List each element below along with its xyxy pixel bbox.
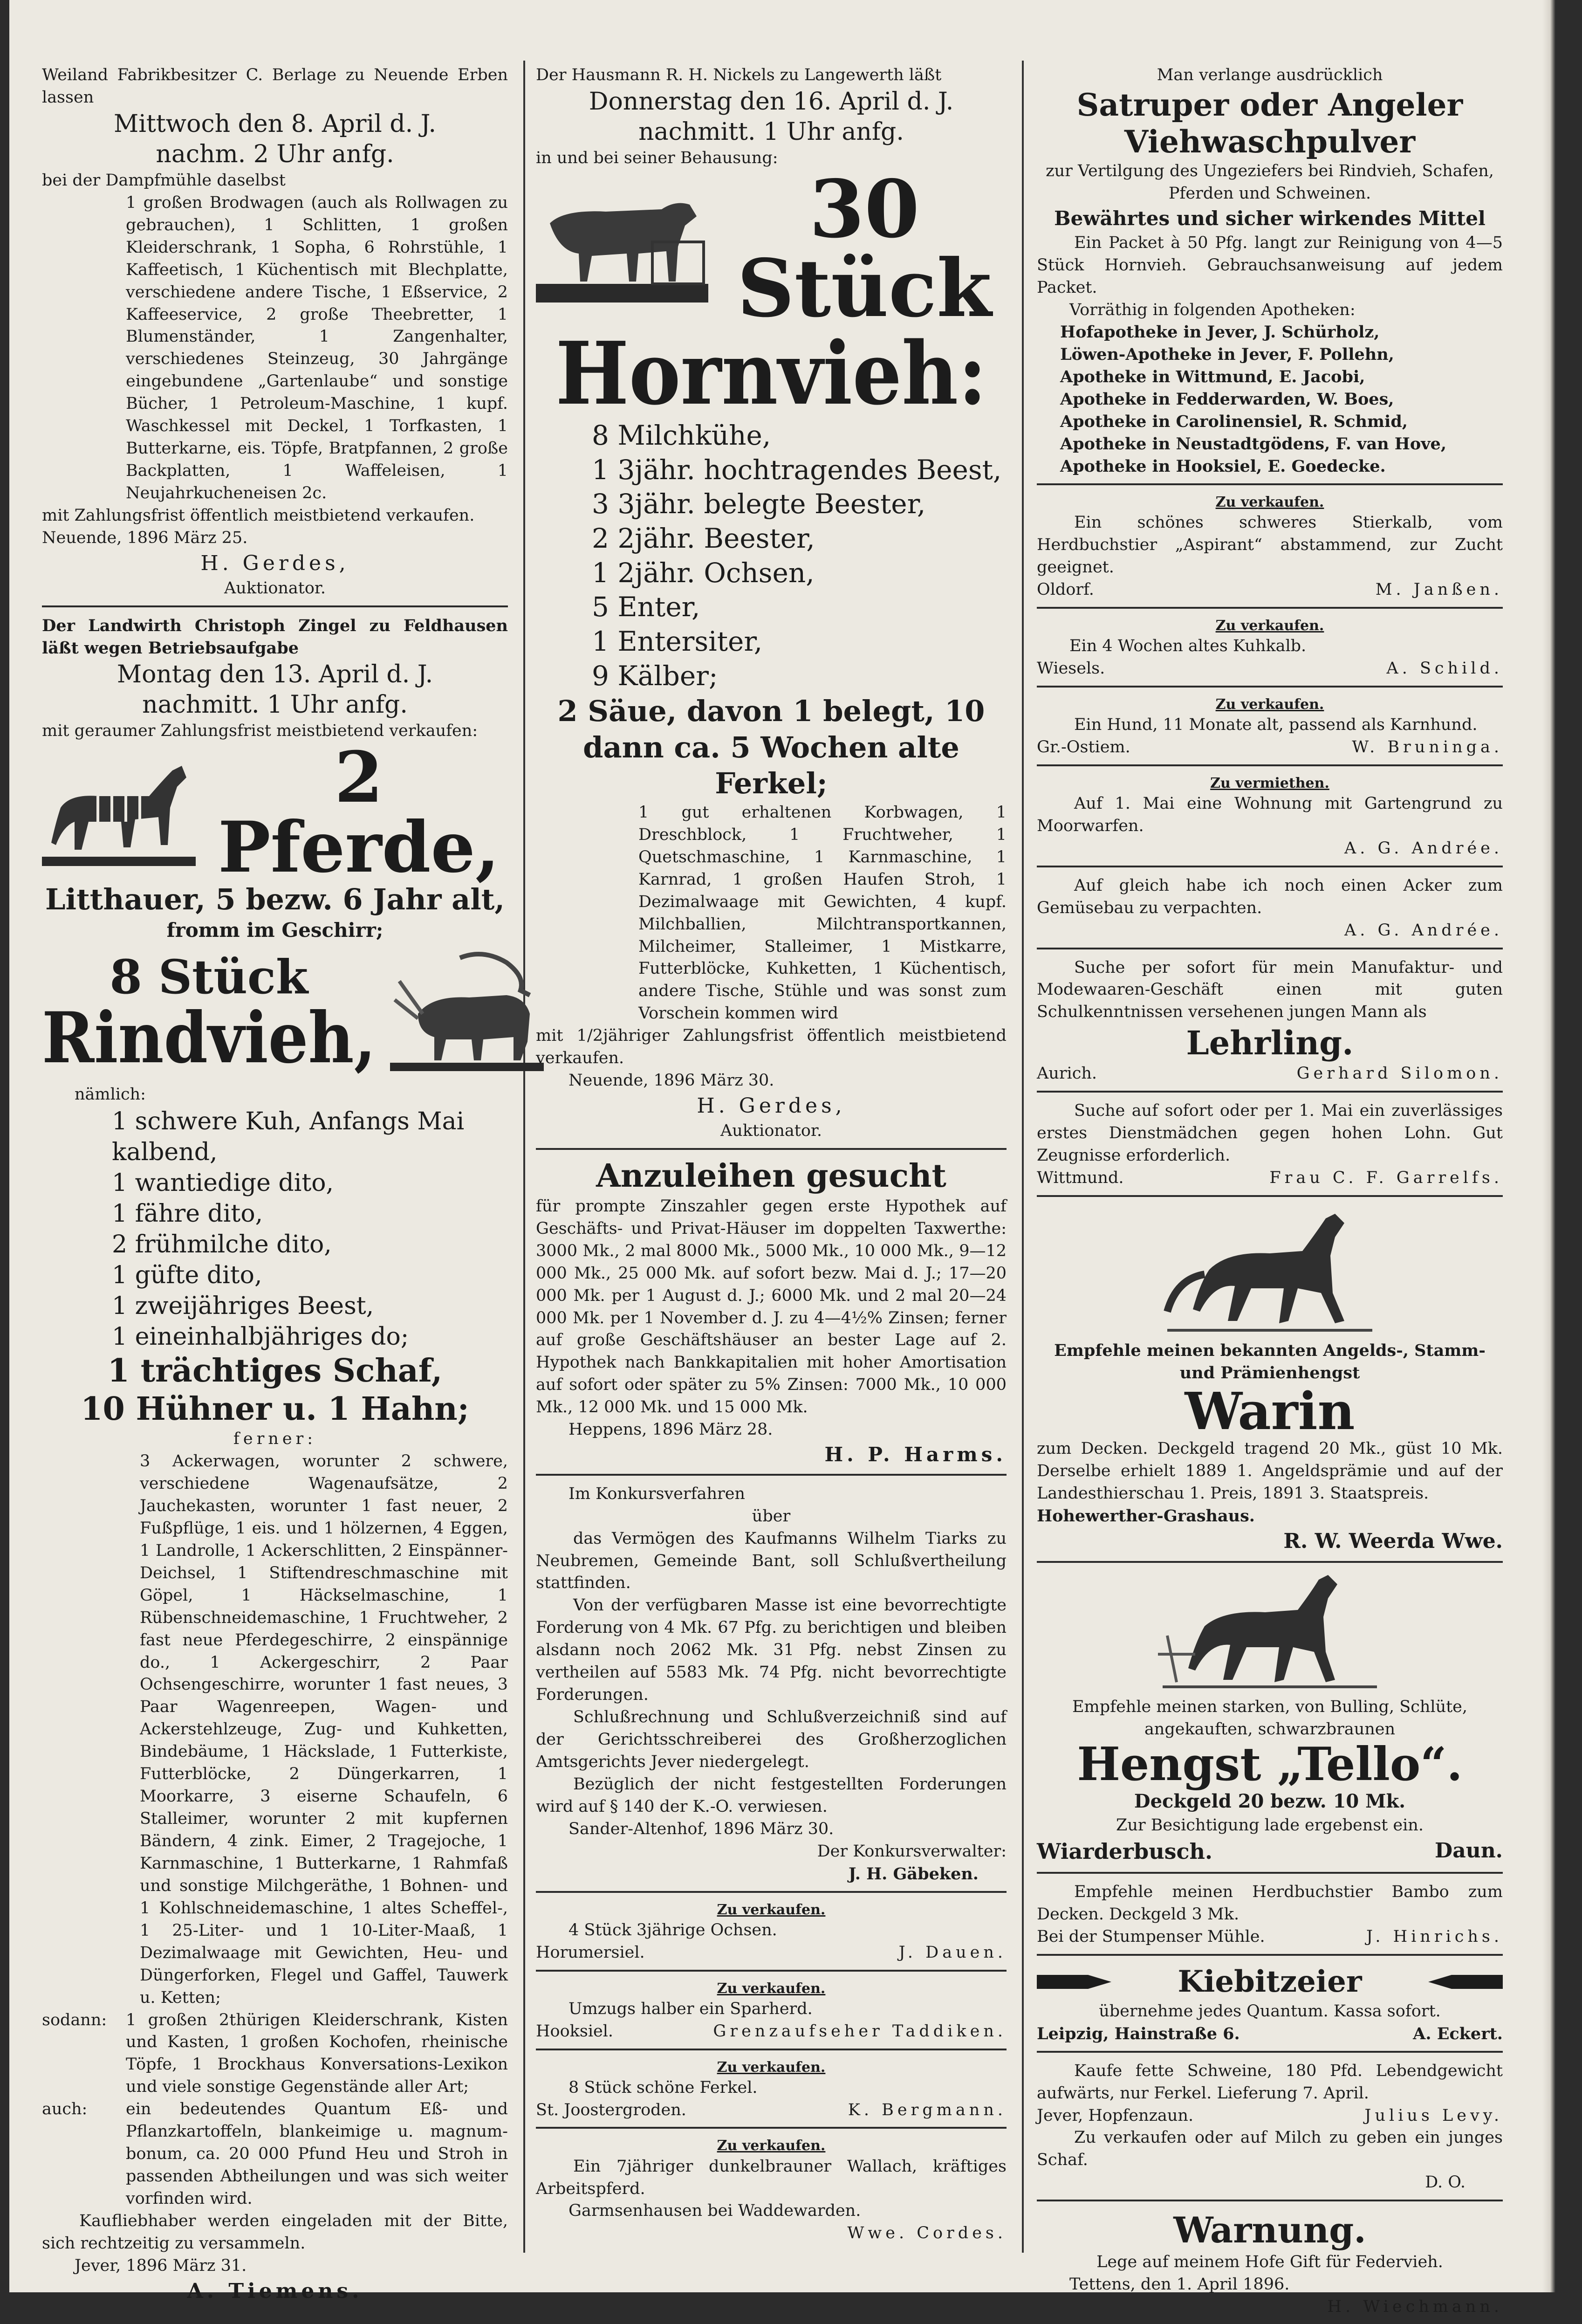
sale-dog bbox=[1037, 691, 1503, 766]
place: Leipzig, Hainstraße 6. bbox=[1037, 2024, 1240, 2043]
sheep-text: Zu verkaufen oder auf Milch zu geben ein junges Schaf. bbox=[1037, 2128, 1503, 2170]
column-divider bbox=[1022, 61, 1024, 2253]
list-item: 1 zweijähriges Beest, bbox=[112, 1292, 374, 1320]
buy-pigs bbox=[1037, 2056, 1503, 2202]
ad-intro: Der Hausmann R. H. Nickels zu Langewerth läßt bbox=[536, 66, 942, 84]
ad-signature bbox=[1037, 658, 1503, 680]
loan-text: für prompte Zinszahler gegen erste Hypothek auf Geschäfts- und Privat-Häuser im doppelten Taxwerthe: 3000 Mk., 2 mal 8000 Mk., 5000 Mk., 10 000 Mk., 9—12 000 Mk., 25 000 Mk. auf sofort bezw. Mai d. J.; 17—20 000 Mk. per 1 August d. J.; 6000 Mk. und 2 mal 20—24 000 Mk. per 1 November d. J. zu 4—4½% Zinsen; ferner auf große Geschäftshäuser an bester Lage auf 2. Hypothek nach Bankkapitalien mit hoher Amortisation auf sofort oder später zu 5% Zinsen: 7000 Mk., 10 000 Mk., 12 000 Mk. und 15 000 Mk. bbox=[536, 1196, 1007, 1417]
list-item: 8 Milchkühe, bbox=[592, 419, 771, 452]
cattle-row bbox=[42, 944, 508, 1084]
bankruptcy-notice bbox=[536, 1479, 1007, 1893]
stallion-warin bbox=[1037, 1201, 1503, 1563]
place: Jever, Hopfenzaun. bbox=[1037, 2106, 1194, 2125]
dateline: Neuende, 1896 März 30. bbox=[568, 1071, 774, 1090]
list-item: 1 güfte dito, bbox=[112, 1261, 262, 1289]
ad-title: Zu verkaufen. bbox=[1215, 494, 1324, 511]
notice-line: über bbox=[752, 1506, 791, 1526]
list-item: 1 3jähr. hochtragendes Beest, bbox=[592, 454, 1002, 486]
name: Grenzaufseher Taddiken. bbox=[713, 2021, 1007, 2041]
namely: nämlich: bbox=[75, 1085, 146, 1104]
sodann-text: 1 großen 2thürigen Kleiderschrank, Kisten und Kasten, 1 großen Kochofen, rheinische Töpfe, 1 Brockhaus Konversations-Lexikon und viele sonstige Gegenstände aller Art; bbox=[126, 2010, 508, 2097]
list-item: 1 2jähr. Ochsen, bbox=[592, 557, 815, 589]
ad-signature bbox=[536, 1942, 1007, 1964]
name: R. W. Weerda Wwe. bbox=[1283, 1529, 1503, 1554]
ad-title: Zu verkaufen. bbox=[717, 1980, 826, 1997]
sale-calf bbox=[1037, 612, 1503, 688]
dateline: Neuende, 1896 März 25. bbox=[42, 528, 248, 547]
rent-apartment bbox=[1037, 770, 1503, 867]
name: J. Hinrichs. bbox=[1366, 1927, 1503, 1946]
column-right bbox=[1037, 61, 1503, 2317]
closing: Kaufliebhaber werden eingeladen mit der Bitte, sich rechtzeitig zu versammeln. bbox=[42, 2211, 508, 2253]
ad-text: Umzugs halber ein Sparherd. bbox=[568, 1999, 813, 2018]
signer: J. H. Gäbeken. bbox=[848, 1864, 979, 1884]
place: Bei der Stumpenser Mühle. bbox=[1037, 1927, 1265, 1946]
horses-description: Litthauer, 5 bezw. 6 Jahr alt, bbox=[45, 882, 505, 916]
list-item: Apotheke in Hooksiel, E. Goedecke. bbox=[1060, 457, 1386, 476]
list-item: Apotheke in Neustadtgödens, F. van Hove, bbox=[1060, 434, 1447, 454]
horses-note: fromm im Geschirr; bbox=[166, 919, 384, 942]
place: Oldorf. bbox=[1037, 580, 1094, 599]
powder-headline: Satruper oder Angeler Viehwaschpulver bbox=[1076, 86, 1463, 160]
notice-paragraph: das Vermögen des Kaufmanns Wilhelm Tiarks zu Neubremen, Gemeinde Bant, soll Schlußvertheilung stattfinden. bbox=[536, 1529, 1007, 1593]
ad-signature bbox=[1037, 1926, 1503, 1948]
terms: mit 1/2jähriger Zahlungsfrist öffentlich meistbietend verkaufen. bbox=[536, 1026, 1007, 1068]
list-item: 1 wantiedige dito, bbox=[112, 1169, 334, 1197]
list-item: 1 eineinhalbjähriges do; bbox=[112, 1322, 409, 1351]
ad-text: 8 Stück schöne Ferkel. bbox=[568, 2078, 758, 2097]
place: Hooksiel. bbox=[536, 2021, 614, 2041]
signer: H. Gerdes, bbox=[697, 1094, 846, 1118]
further-label: ferner: bbox=[233, 1430, 317, 1449]
ad-text: Suche auf sofort oder per 1. Mai ein zuverlässiges erstes Dienstmädchen gegen hohen Lohn. Gut Zeugnisse erforderlich. bbox=[1037, 1101, 1503, 1165]
stallion-fee: Deckgeld 20 bezw. 10 Mk. bbox=[1134, 1790, 1406, 1813]
column-middle bbox=[536, 61, 1007, 2260]
sale-stove bbox=[536, 1975, 1007, 2050]
signer-role: Auktionator. bbox=[224, 579, 326, 598]
auction-place: bei der Dampfmühle daselbst bbox=[42, 171, 286, 190]
cow-illustration-icon bbox=[536, 191, 708, 307]
column-divider bbox=[523, 61, 525, 2253]
terms: mit Zahlungsfrist öffentlich meistbietend verkaufen. bbox=[42, 506, 475, 525]
name: Gerhard Silomon. bbox=[1296, 1064, 1503, 1083]
sale-oxen bbox=[536, 1897, 1007, 1972]
ad-signature bbox=[1037, 1167, 1503, 1190]
list-item: 2 frühmilche dito, bbox=[112, 1230, 332, 1258]
ad-title: Zu verkaufen. bbox=[1215, 696, 1324, 713]
auction-berlage bbox=[42, 61, 508, 607]
ad-text: 4 Stück 3jährige Ochsen. bbox=[568, 1920, 777, 1939]
dateline: Sander-Altenhof, 1896 März 30. bbox=[568, 1819, 834, 1838]
place: Horumersiel. bbox=[536, 1943, 645, 1962]
place: Aurich. bbox=[1037, 1064, 1097, 1083]
cattle-list bbox=[42, 1106, 508, 1352]
place: Hohewerther-Grashaus. bbox=[1037, 1506, 1255, 1526]
stallion-headline: Hengst „Tello“. bbox=[1077, 1738, 1463, 1792]
ad-signature bbox=[1037, 2105, 1503, 2127]
pointing-hand-icon bbox=[1037, 1970, 1111, 1994]
auction-time: nachmitt. 1 Uhr anfg. bbox=[142, 690, 408, 719]
name: W. Bruninga. bbox=[1352, 737, 1503, 756]
name: A. Schild. bbox=[1386, 659, 1503, 678]
ad-text: Kaufe fette Schweine, 180 Pfd. Lebendgewicht aufwärts, nur Ferkel. Lieferung 7. April. bbox=[1037, 2061, 1503, 2103]
list-item: 3 3jähr. belegte Beester, bbox=[592, 488, 926, 520]
ad-topline: Man verlange ausdrücklich bbox=[1157, 66, 1383, 84]
book-spine-shadow bbox=[1542, 0, 1555, 2292]
auction-zingel bbox=[42, 611, 508, 2311]
notice-paragraph: Schlußrechnung und Schlußverzeichniß sind auf der Gerichtsschreiberei des Großherzoglichen Amtsgerichts Jever niedergelegt. bbox=[536, 1708, 1007, 1771]
dateline: Jever, 1896 März 31. bbox=[75, 2256, 247, 2275]
powder-description: zur Vertilgung des Ungeziefers bei Rindvieh, Schafen, Pferden und Schweinen. bbox=[1046, 162, 1494, 203]
list-item: Apotheke in Fedderwarden, W. Boes, bbox=[1060, 390, 1394, 409]
signer: A. Tiemens. bbox=[187, 2279, 363, 2303]
hornvieh-headline: Hornvieh: bbox=[555, 322, 987, 424]
horse-cut-row bbox=[42, 736, 508, 888]
place: Garmsenhausen bei Waddewarden. bbox=[568, 2201, 861, 2221]
notice-paragraph: Von der verfügbaren Masse ist eine bevorrechtigte Forderung von 4 Mk. 67 Pfg. zu berichtigen und bleiben alsdann noch 2062 Mk. 31 Pfg. nebst Zinsen zu vertheilen auf 5583 Mk. 74 Pfg. nicht bevorrechtigte Forderungen. bbox=[536, 1596, 1007, 1705]
cow-cut-row bbox=[536, 162, 1007, 335]
sale-piglets bbox=[536, 2054, 1007, 2129]
list-item: 1 Entersiter, bbox=[592, 626, 763, 658]
ad-title: Zu verkaufen. bbox=[717, 2138, 826, 2154]
list-item: Apotheke in Carolinensiel, R. Schmid, bbox=[1060, 412, 1408, 432]
cattle-headline: Rindvieh, bbox=[42, 997, 376, 1079]
apprentice-wanted bbox=[1037, 953, 1503, 1093]
place: Wittmund. bbox=[1037, 1169, 1124, 1188]
sodann-label: sodann: bbox=[42, 2010, 107, 2029]
hens-headline: 10 Hühner u. 1 Hahn; bbox=[81, 1390, 469, 1428]
warning-headline: Warnung. bbox=[1173, 2209, 1366, 2251]
auction-date: Mittwoch den 8. April d. J. bbox=[113, 110, 437, 138]
signer: H. Gerdes, bbox=[200, 551, 349, 575]
pigs-headline: 2 Säue, davon 1 belegt, 10 dann ca. 5 Wochen alte Ferkel; bbox=[557, 694, 985, 801]
sodann-row bbox=[42, 2009, 508, 2099]
notice-line: Im Konkursverfahren bbox=[568, 1484, 745, 1503]
name: M. Janßen. bbox=[1375, 580, 1503, 599]
horse-illustration-icon bbox=[1037, 1570, 1503, 1696]
ad-intro: Weiland Fabrikbesitzer C. Berlage zu Neuende Erben lassen bbox=[42, 66, 508, 107]
count-headline: 30 Stück bbox=[737, 162, 992, 335]
loan-harms bbox=[536, 1154, 1007, 1475]
ad-title: Zu verkaufen. bbox=[717, 1901, 826, 1918]
stallion-headline: Warin bbox=[1185, 1381, 1355, 1441]
signer-role: Der Konkursverwalter: bbox=[817, 1842, 1007, 1861]
list-item: Hofapotheke in Jever, J. Schürholz, bbox=[1060, 323, 1380, 342]
ad-title: Zu verkaufen. bbox=[717, 2059, 826, 2076]
ad-signature bbox=[1037, 579, 1503, 601]
sale-gelding bbox=[536, 2132, 1007, 2250]
livestock-list bbox=[536, 419, 1007, 693]
maid-wanted bbox=[1037, 1096, 1503, 1197]
place: St. Joostergroden. bbox=[536, 2100, 686, 2119]
column-left bbox=[42, 61, 508, 2303]
notice-paragraph: Bezüglich der nicht festgestellten Forderungen wird auf § 140 der K.-O. verwiesen. bbox=[536, 1774, 1007, 1816]
horses-headline: 2 Pferde, bbox=[218, 736, 500, 888]
list-item: 5 Enter, bbox=[592, 591, 700, 623]
ad-title: Zu vermiethen. bbox=[1210, 775, 1329, 791]
terms: mit geraumer Zahlungsfrist meistbietend verkaufen: bbox=[42, 721, 478, 740]
ad-intro: Der Landwirth Christoph Zingel zu Feldhausen läßt wegen Betriebsaufgabe bbox=[42, 616, 508, 658]
auch-row bbox=[42, 2098, 508, 2210]
ad-signature bbox=[1037, 2023, 1503, 2045]
place: Wiarderbusch. bbox=[1037, 1838, 1213, 1864]
list-item: 2 2jähr. Beester, bbox=[592, 523, 815, 555]
list-item: 1 schwere Kuh, Anfangs Mai kalbend, bbox=[112, 1107, 465, 1166]
lapwing-eggs bbox=[1037, 1960, 1503, 2053]
powder-ad bbox=[1037, 61, 1503, 485]
further-items: 3 Ackerwagen, worunter 2 schwere, verschiedene Wagenaufsätze, 2 Jauchekasten, worunter 1 fast neuer, 2 Fußpflüge, 1 eis. und 1 hölzernen, 4 Eggen, 1 Landrolle, 1 Ackerschlitten, 2 Einspänner-Deichsel, 1 Stiftendreschmaschine mit Göpel, 1 Häckselmaschine, 1 Rübenschneidemaschine, 1 Fruchtweher, 2 fast neue Pferdegeschirre, 2 einspännige do., 1 Ackergeschirr, 2 Paar Ochsengeschirre, worunter 1 fast neues, 3 Paar Wagenreepen, Wagen- und Ackerstehlzeuge, Zug- und Kuhketten, Bindebäume, 1 Häckslade, 1 Futterkiste, Futterblöcke, 2 Düngerkarren, 1 Moorkarre, 3 eiserne Schaufeln, 6 Stalleimer, worunter 2 mit kupfernen Bändern, 4 zink. Eimer, 2 Tragejoche, 1 Karnmaschine, 1 Butterkarne, 1 Rahmfaß und sonstige Milchgeräthe, 1 Bohnen- und 1 Kohlschneidemaschine, 1 altes Scheffel-, 1 25-Liter- und 1 10-Liter-Maaß, 1 Dezimalwaage mit Gewichten, Heu- und Düngerforken, Flegel und Gaffel, Tauwerk u. Ketten; bbox=[140, 1452, 508, 2007]
auch-label: auch: bbox=[42, 2100, 88, 2119]
name: H. Wiechmann. bbox=[1327, 2297, 1503, 2317]
name: Julius Levy. bbox=[1364, 2106, 1503, 2125]
loan-headline: Anzuleihen gesucht bbox=[596, 1157, 946, 1195]
apprentice-headline: Lehrling. bbox=[1186, 1024, 1354, 1063]
sheep-headline: 1 trächtiges Schaf, bbox=[107, 1352, 443, 1389]
warning-text: Lege auf meinem Hofe Gift für Federvieh. bbox=[1096, 2253, 1443, 2272]
stallion-intro: Empfehle meinen starken, von Bulling, Schlüte, angekauften, schwarzbraunen bbox=[1072, 1698, 1468, 1739]
ad-signature bbox=[536, 2099, 1007, 2122]
dateline: Heppens, 1896 März 28. bbox=[568, 1420, 773, 1439]
cattle-count: 8 Stück bbox=[110, 949, 308, 1004]
place: Gr.-Ostiem. bbox=[1037, 737, 1130, 756]
ad-signature bbox=[1037, 736, 1503, 759]
name: A. G. Andrée. bbox=[1344, 839, 1503, 858]
auction-date: Montag den 13. April d. J. bbox=[116, 660, 433, 688]
ad-text: Ein schönes schweres Stierkalb, vom Herdbuchstier „Aspirant“ abstammend, zur Zucht geeignet. bbox=[1037, 513, 1503, 577]
ad-title: Zu verkaufen. bbox=[1215, 617, 1324, 634]
lease-field bbox=[1037, 871, 1503, 949]
lapwing-headline: Kiebitzeier bbox=[1178, 1964, 1362, 1999]
list-item: 9 Kälber; bbox=[592, 660, 718, 692]
auction-time: nachmitt. 1 Uhr anfg. bbox=[638, 117, 904, 146]
stock-label: Vorräthig in folgenden Apotheken: bbox=[1069, 300, 1356, 319]
cattle-illustration-icon bbox=[390, 944, 544, 1084]
name: A. G. Andrée. bbox=[1344, 921, 1503, 940]
ad-signature bbox=[536, 2021, 1007, 2043]
newspaper-page bbox=[9, 0, 1555, 2317]
place: Wiesels. bbox=[1037, 659, 1105, 678]
auction-nickels bbox=[536, 61, 1007, 1150]
pointing-hand-icon bbox=[1428, 1970, 1503, 1994]
ad-text: übernehme jedes Quantum. Kassa sofort. bbox=[1099, 2001, 1441, 2021]
ad-signature bbox=[1037, 1837, 1503, 1866]
horse-illustration-icon bbox=[42, 752, 196, 873]
dateline: Tettens, den 1. April 1896. bbox=[1069, 2275, 1290, 2294]
auch-text: ein bedeutendes Quantum Eß- und Pflanzkartoffeln, blankeimige u. magnum-bonum, ca. 20 000 Pfund Heu und Stroh in passenden Abtheilungen und was sich weiter vorfinden wird. bbox=[126, 2100, 508, 2208]
list-item: 1 fähre dito, bbox=[112, 1199, 263, 1228]
signer-role: Auktionator. bbox=[720, 1121, 822, 1141]
signer: H. P. Harms. bbox=[824, 1443, 1007, 1466]
lapwing-headline-row bbox=[1037, 1963, 1503, 2001]
list-item: Apotheke in Wittmund, E. Jacobi, bbox=[1060, 367, 1365, 387]
warning-notice bbox=[1037, 2205, 1503, 2324]
name: Frau C. F. Garrelfs. bbox=[1269, 1169, 1503, 1188]
stallion-invite: Zur Besichtigung lade ergebenst ein. bbox=[1116, 1815, 1424, 1835]
stallion-intro: Empfehle meinen bekannten Angelds-, Stamm- und Prämienhengst bbox=[1054, 1341, 1486, 1382]
ad-text: Ein Hund, 11 Monate alt, passend als Karnhund. bbox=[1074, 715, 1478, 734]
bull-bambo bbox=[1037, 1877, 1503, 1956]
ad-text: Empfehle meinen Herdbuchstier Bambo zum Decken. Deckgeld 3 Mk. bbox=[1037, 1882, 1503, 1924]
name: Wwe. Cordes. bbox=[847, 2224, 1007, 2243]
stallion-tello bbox=[1037, 1567, 1503, 1874]
name: D. O. bbox=[1425, 2173, 1466, 2192]
powder-slogan: Bewährtes und sicher wirkendes Mittel bbox=[1054, 207, 1486, 230]
stallion-text: zum Decken. Deckgeld tragend 20 Mk., güst 10 Mk. Derselbe erhielt 1889 1. Angeldsprämie und auf der Landesthierschau 1. Preis, 1891 3. Staatspreis. bbox=[1037, 1439, 1503, 1503]
pharmacy-list bbox=[1037, 321, 1503, 478]
ad-text: Auf gleich habe ich noch einen Acker zum Gemüsebau zu verpachten. bbox=[1037, 876, 1503, 917]
auction-time: nachm. 2 Uhr anfg. bbox=[156, 140, 394, 168]
item-list: 1 gut erhaltenen Korbwagen, 1 Dreschblock, 1 Fruchtweher, 1 Quetschmaschine, 1 Karnmaschine, 1 Karnrad, 1 großen Haufen Stroh, 1 Dezimalwaage mit Gewichten, 4 kupf. Milchballien, Milchtransportkannen, Milcheimer, Stalleimer, 1 Mistkarre, Futterblöcke, Kuhketten, 1 Küchentisch, andere Tische, Stühle und was sonst zum Vorschein kommen wird bbox=[638, 803, 1007, 1023]
name: K. Bergmann. bbox=[848, 2100, 1007, 2119]
item-list: 1 großen Brodwagen (auch als Rollwagen zu gebrauchen), 1 Schlitten, 1 großen Kleiderschrank, 1 Sopha, 6 Rohrstühle, 1 Kaffeetisch, 1 Küchentisch mit Blechplatte, verschiedene andere Tische, 1 Eßservice, 2 Kaffeeservice, 2 große Theebretter, 1 Blumenständer, 1 Zangenhalter, verschiedenes Steinzeug, 30 Jahrgänge eingebundene „Gartenlaube“ und sonstige Bücher, 1 Petroleum-Maschine, 1 kupf. Waschkessel mit Deckel, 1 Torfkasten, 1 Butterkarne, eis. Töpfe, Bratpfannen, 2 große Backplatten, 1 Waffeleisen, 1 Neujahrkucheneisen 2c. bbox=[126, 193, 508, 502]
sale-bull-calf bbox=[1037, 489, 1503, 609]
name: A. Eckert. bbox=[1413, 2024, 1503, 2043]
ad-signature bbox=[1037, 1063, 1503, 1085]
ad-text: Suche per sofort für mein Manufaktur- und Modewaaren-Geschäft einen mit guten Schulkenntnissen versehenen jungen Mann als bbox=[1037, 958, 1503, 1022]
name: J. Dauen. bbox=[898, 1943, 1007, 1962]
list-item: Löwen-Apotheke in Jever, F. Pollehn, bbox=[1060, 345, 1394, 364]
auction-place: in und bei seiner Behausung: bbox=[536, 148, 778, 167]
name: Daun. bbox=[1435, 1838, 1503, 1863]
powder-text: Ein Packet à 50 Pfg. langt zur Reinigung von 4—5 Stück Hornvieh. Gebrauchsanweisung auf jedem Packet. bbox=[1037, 233, 1503, 297]
ad-text: Auf 1. Mai eine Wohnung mit Gartengrund zu Moorwarfen. bbox=[1037, 794, 1503, 835]
auction-date: Donnerstag den 16. April d. J. bbox=[589, 87, 954, 116]
ad-text: Ein 4 Wochen altes Kuhkalb. bbox=[1069, 636, 1307, 655]
horse-illustration-icon bbox=[1037, 1204, 1503, 1340]
ad-text: Ein 7jähriger dunkelbrauner Wallach, kräftiges Arbeitspferd. bbox=[536, 2157, 1007, 2198]
